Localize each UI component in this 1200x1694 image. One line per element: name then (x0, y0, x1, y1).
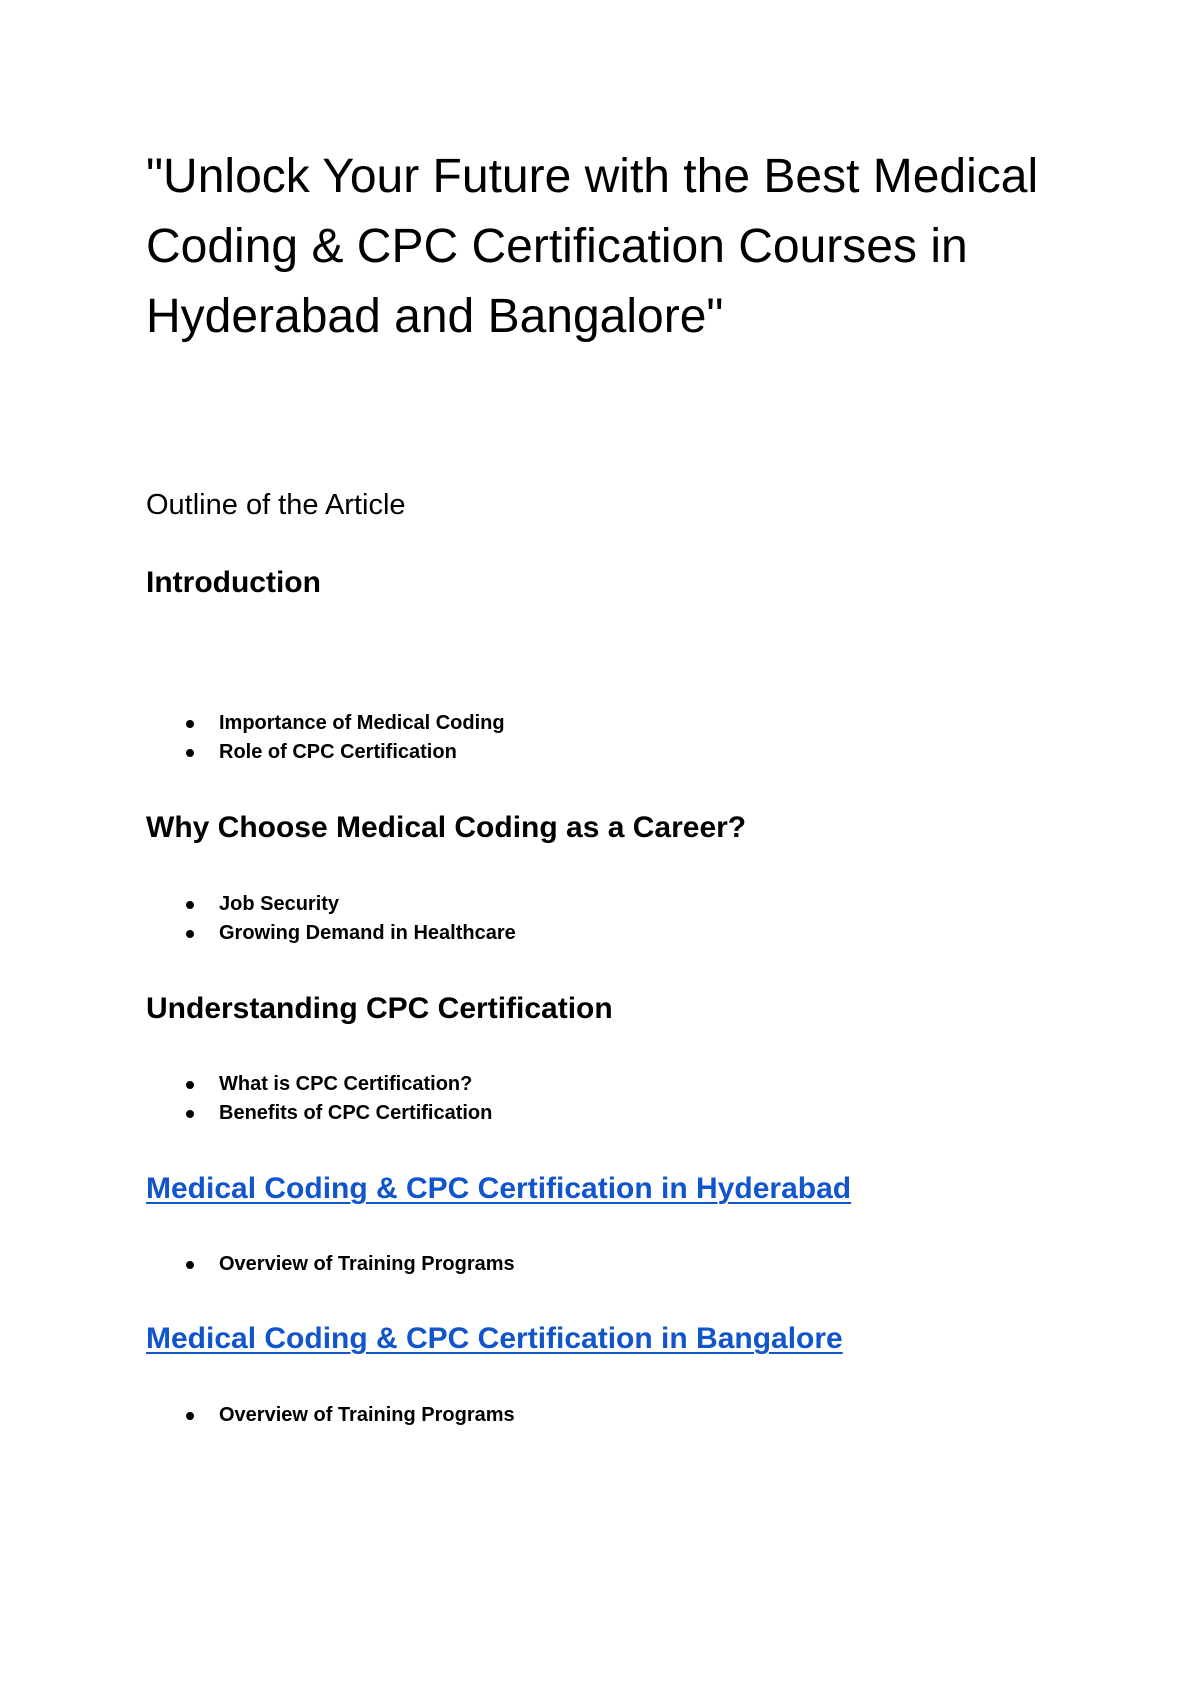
bullet-list-why-choose (186, 890, 516, 948)
bullet-list-introduction (186, 709, 505, 767)
document-page (146, 142, 1086, 1426)
list-item (186, 1401, 515, 1430)
bullet-list-bangalore (186, 1401, 515, 1430)
list-item-label: Overview of Training Programs (219, 1253, 515, 1275)
list-item (186, 890, 516, 919)
list-item-label: Importance of Medical Coding (219, 712, 505, 734)
section-link-hyderabad[interactable]: Medical Coding & CPC Certification in Hyderabad (146, 1172, 852, 1205)
bullet-list-hyderabad (186, 1250, 515, 1279)
section-link-bangalore[interactable]: Medical Coding & CPC Certification in Bangalore (146, 1322, 843, 1355)
list-item (186, 1250, 515, 1279)
list-item-label: Benefits of CPC Certification (219, 1102, 493, 1124)
list-item-label: Role of CPC Certification (219, 741, 457, 763)
bullet-dot-icon (186, 1081, 194, 1089)
bullet-dot-icon (186, 901, 194, 909)
document-title: "Unlock Your Future with the Best Medical Coding & CPC Certification Courses in Hyderabad and Bangalore" (146, 150, 1039, 343)
list-item (186, 919, 516, 948)
list-item-label: Overview of Training Programs (219, 1404, 515, 1426)
list-item (186, 709, 505, 738)
list-item (186, 738, 505, 767)
list-item-label: Job Security (219, 893, 340, 915)
bullet-dot-icon (186, 1110, 194, 1118)
section-heading-understanding-cpc: Understanding CPC Certification (146, 992, 613, 1025)
bullet-dot-icon (186, 930, 194, 938)
bullet-dot-icon (186, 1412, 194, 1420)
bullet-dot-icon (186, 720, 194, 728)
section-heading-why-choose: Why Choose Medical Coding as a Career? (146, 811, 747, 844)
outline-label: Outline of the Article (146, 489, 406, 521)
list-item-label: Growing Demand in Healthcare (219, 922, 516, 944)
section-heading-introduction: Introduction (146, 566, 321, 599)
list-item (186, 1070, 492, 1099)
list-item-label: What is CPC Certification? (219, 1073, 473, 1095)
bullet-list-understanding-cpc (186, 1070, 492, 1128)
list-item (186, 1099, 492, 1128)
bullet-dot-icon (186, 749, 194, 757)
bullet-dot-icon (186, 1261, 194, 1269)
